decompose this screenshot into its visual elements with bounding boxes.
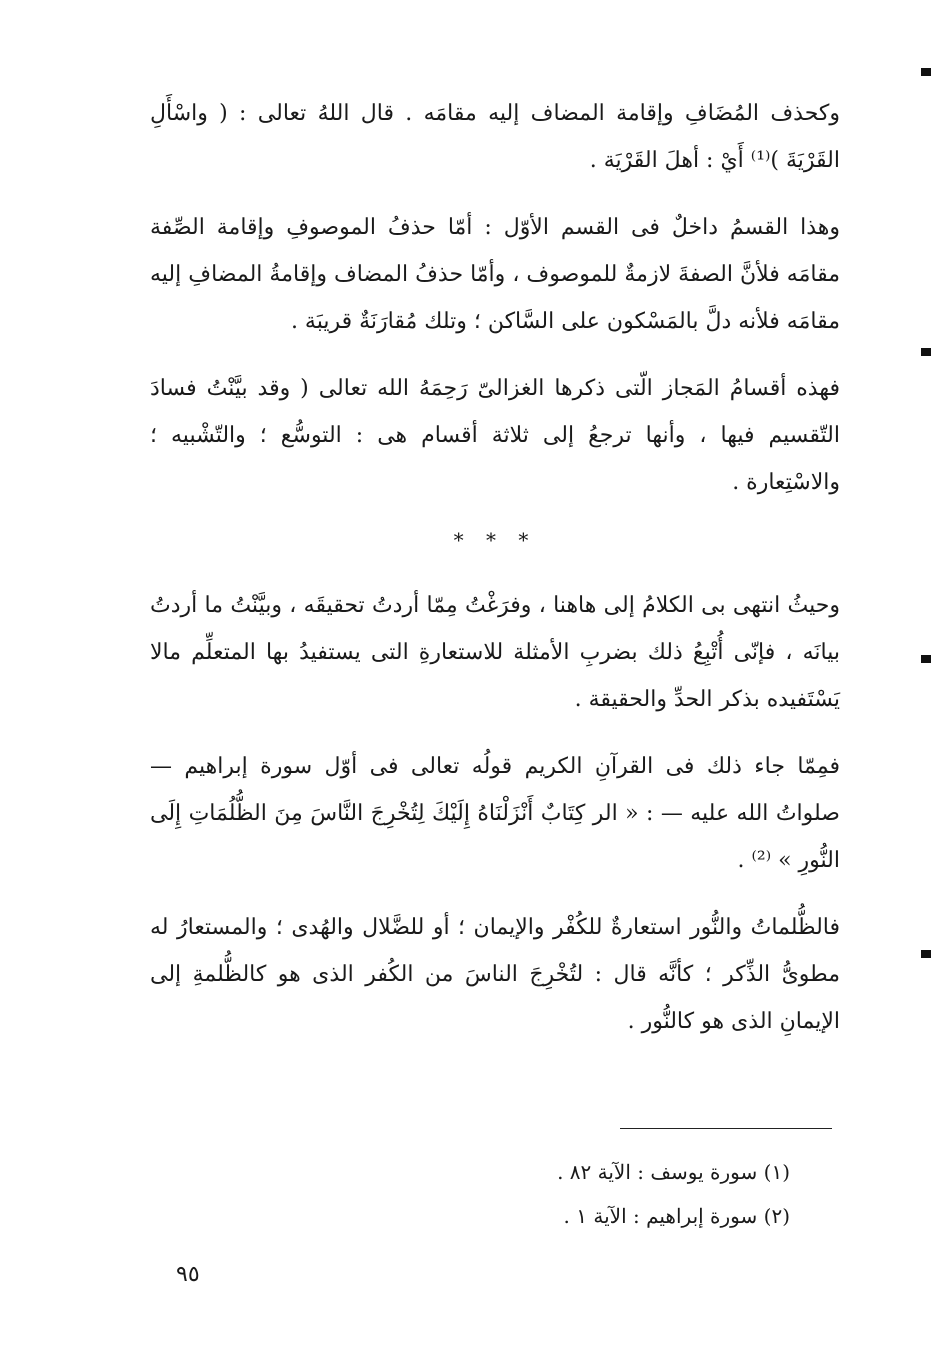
paragraph-4: وحيثُ انتهى بى الكلامُ إلى هاهنا ، وفرَغْتُ مِمّا أردتُ تحقيقَه ، وبيَّنْتُ ما أردتُ بيانَه ، فإنّى أُتْبِعُ ذلك بضربِ الأمثلة للاستعارةِ التى يستفيدُ بها المتعلِّم مالا يَسْتَفيده بذكر الحدِّ والحقيقة . (150, 593, 840, 712)
edge-mark (921, 348, 931, 356)
footnote-rule (620, 1128, 832, 1129)
footnotes (420, 1150, 790, 1238)
edge-mark (921, 68, 931, 76)
footnote-1: (١) سورة يوسف : الآية ٨٢ . (557, 1160, 790, 1184)
section-separator: * * * (453, 528, 537, 552)
paragraph-6: فالظُّلماتُ والنُّور استعارةٌ للكُفْر والإيمان ؛ أو للضَّلال والهُدى ؛ والمستعارُ له مطوىُّ الذِّكر ؛ كأنَّه قال : لتُخْرِجَ الناسَ من الكُفر الذى هو كالظُّلمةِ إلى الإيمانِ الذى هو كالنُّور . (150, 915, 840, 1034)
paragraph-1: وكحذف المُضَافِ وإقامة المضاف إليه مقامَه . قال اللهُ تعالى : ( واسْأَلِ القَرْيَةَ )⁽¹⁾ أَيْ : أهلَ القَرْيَة . (150, 101, 840, 173)
page-number: ٩٥ (176, 1262, 200, 1287)
footnote-2: (٢) سورة إبراهيم : الآية ١ . (563, 1204, 790, 1228)
paragraph-2: وهذا القسمُ داخلٌ فى القسم الأوّل : أمّا حذفُ الموصوفِ وإقامة الصِّفة مقامَه فلأنَّ الصفةَ لازمةٌ للموصوف ، وأمّا حذفُ المضاف وإقامةُ المضافِ إليه مقامَه فلأنه دلَّ بالمَسْكون على السَّاكن ؛ وتلك مُقارَنَةٌ قريبَة . (150, 215, 841, 334)
edge-mark (921, 655, 931, 663)
paragraph-3: فهذه أقسامُ المَجاز الّتى ذكرها الغزالىّ رَحِمَهُ الله تعالى ( وقد بيَّنْتُ فسادَ التّقسيم فيها ، وأنها ترجعُ إلى ثلاثة أقسام هى : التوسُّع ؛ والتّشْبيه ؛ والاسْتِعارة . (150, 376, 840, 495)
paragraph-5: فمِمّا جاء ذلك فى القرآنِ الكريم قولُه تعالى فى أوّل سورة إبراهيم — صلواتُ الله عليه — : « الر كِتَابٌ أَنْزَلْنَاهُ إِلَيْكَ لِتُخْرِجَ النَّاسَ مِنَ الظُّلُمَاتِ إِلَى النُّورِ » ⁽²⁾ . (150, 754, 840, 873)
edge-mark (921, 950, 931, 958)
page-body (150, 90, 840, 1045)
